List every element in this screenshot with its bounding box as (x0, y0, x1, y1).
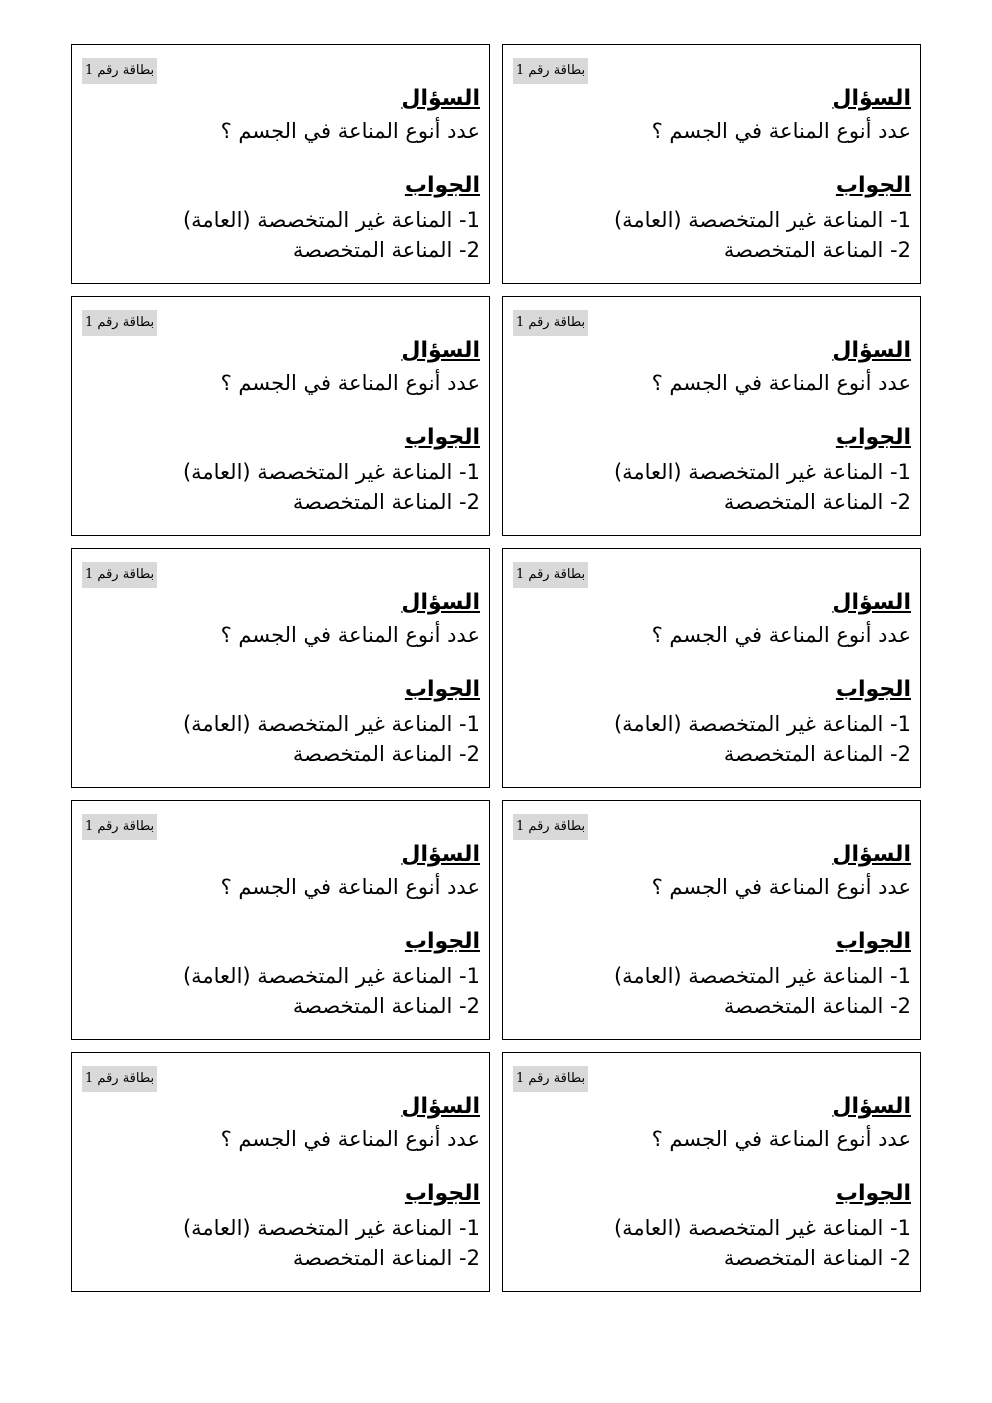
answer-line: 2- المناعة المتخصصة (723, 742, 911, 766)
answer-line: 1- المناعة غير المتخصصة (العامة) (613, 460, 911, 484)
answer-line: 1- المناعة غير المتخصصة (العامة) (613, 712, 911, 736)
answer-heading: الجواب (835, 425, 911, 450)
card-content (90, 335, 480, 518)
question-heading: السؤال (401, 842, 480, 867)
card-number-badge: بطاقة رقم 1 (513, 562, 588, 588)
question-heading: السؤال (832, 1094, 911, 1119)
card-content (90, 83, 480, 266)
answer-line: 1- المناعة غير المتخصصة (العامة) (613, 208, 911, 232)
question-heading: السؤال (401, 338, 480, 363)
answer-heading: الجواب (835, 677, 911, 702)
question-text: عدد أنوع المناعة في الجسم ؟ (651, 623, 911, 647)
question-heading: السؤال (401, 86, 480, 111)
flashcard (71, 44, 490, 284)
card-content (90, 1091, 480, 1274)
flashcard (502, 800, 921, 1040)
card-number-badge: بطاقة رقم 1 (82, 814, 157, 840)
answer-line: 2- المناعة المتخصصة (292, 1246, 480, 1270)
question-heading: السؤال (401, 590, 480, 615)
card-content (521, 839, 911, 1022)
answer-line: 1- المناعة غير المتخصصة (العامة) (182, 208, 480, 232)
answer-line: 1- المناعة غير المتخصصة (العامة) (182, 964, 480, 988)
question-text: عدد أنوع المناعة في الجسم ؟ (220, 875, 480, 899)
card-number-badge: بطاقة رقم 1 (513, 814, 588, 840)
card-number-badge: بطاقة رقم 1 (513, 58, 588, 84)
card-number-badge: بطاقة رقم 1 (82, 562, 157, 588)
question-heading: السؤال (832, 86, 911, 111)
answer-line: 2- المناعة المتخصصة (723, 994, 911, 1018)
answer-line: 1- المناعة غير المتخصصة (العامة) (182, 460, 480, 484)
answer-line: 2- المناعة المتخصصة (292, 742, 480, 766)
answer-line: 2- المناعة المتخصصة (723, 238, 911, 262)
answer-heading: الجواب (835, 1181, 911, 1206)
card-number-badge: بطاقة رقم 1 (513, 1066, 588, 1092)
flashcard (502, 548, 921, 788)
answer-line: 1- المناعة غير المتخصصة (العامة) (613, 1216, 911, 1240)
answer-line: 1- المناعة غير المتخصصة (العامة) (613, 964, 911, 988)
flashcard (71, 548, 490, 788)
card-content (521, 587, 911, 770)
question-heading: السؤال (401, 1094, 480, 1119)
question-text: عدد أنوع المناعة في الجسم ؟ (651, 371, 911, 395)
card-number-badge: بطاقة رقم 1 (82, 310, 157, 336)
answer-line: 1- المناعة غير المتخصصة (العامة) (182, 1216, 480, 1240)
flashcard (502, 44, 921, 284)
answer-heading: الجواب (404, 677, 480, 702)
answer-heading: الجواب (404, 1181, 480, 1206)
answer-heading: الجواب (404, 425, 480, 450)
flashcard (71, 800, 490, 1040)
card-content (90, 839, 480, 1022)
answer-line: 2- المناعة المتخصصة (292, 994, 480, 1018)
flashcard (502, 1052, 921, 1292)
question-text: عدد أنوع المناعة في الجسم ؟ (651, 875, 911, 899)
question-heading: السؤال (832, 842, 911, 867)
flashcard (71, 296, 490, 536)
card-content (521, 335, 911, 518)
answer-line: 2- المناعة المتخصصة (292, 238, 480, 262)
card-number-badge: بطاقة رقم 1 (513, 310, 588, 336)
flashcard (71, 1052, 490, 1292)
question-heading: السؤال (832, 590, 911, 615)
question-text: عدد أنوع المناعة في الجسم ؟ (220, 371, 480, 395)
question-text: عدد أنوع المناعة في الجسم ؟ (220, 623, 480, 647)
flashcard (502, 296, 921, 536)
question-text: عدد أنوع المناعة في الجسم ؟ (651, 1127, 911, 1151)
answer-line: 2- المناعة المتخصصة (723, 1246, 911, 1270)
answer-line: 2- المناعة المتخصصة (292, 490, 480, 514)
question-text: عدد أنوع المناعة في الجسم ؟ (220, 1127, 480, 1151)
answer-line: 1- المناعة غير المتخصصة (العامة) (182, 712, 480, 736)
answer-heading: الجواب (404, 929, 480, 954)
flashcard-sheet (71, 44, 921, 1292)
question-text: عدد أنوع المناعة في الجسم ؟ (220, 119, 480, 143)
answer-line: 2- المناعة المتخصصة (723, 490, 911, 514)
card-content (90, 587, 480, 770)
card-content (521, 1091, 911, 1274)
card-number-badge: بطاقة رقم 1 (82, 1066, 157, 1092)
question-heading: السؤال (832, 338, 911, 363)
answer-heading: الجواب (835, 173, 911, 198)
card-number-badge: بطاقة رقم 1 (82, 58, 157, 84)
question-text: عدد أنوع المناعة في الجسم ؟ (651, 119, 911, 143)
answer-heading: الجواب (404, 173, 480, 198)
card-content (521, 83, 911, 266)
answer-heading: الجواب (835, 929, 911, 954)
